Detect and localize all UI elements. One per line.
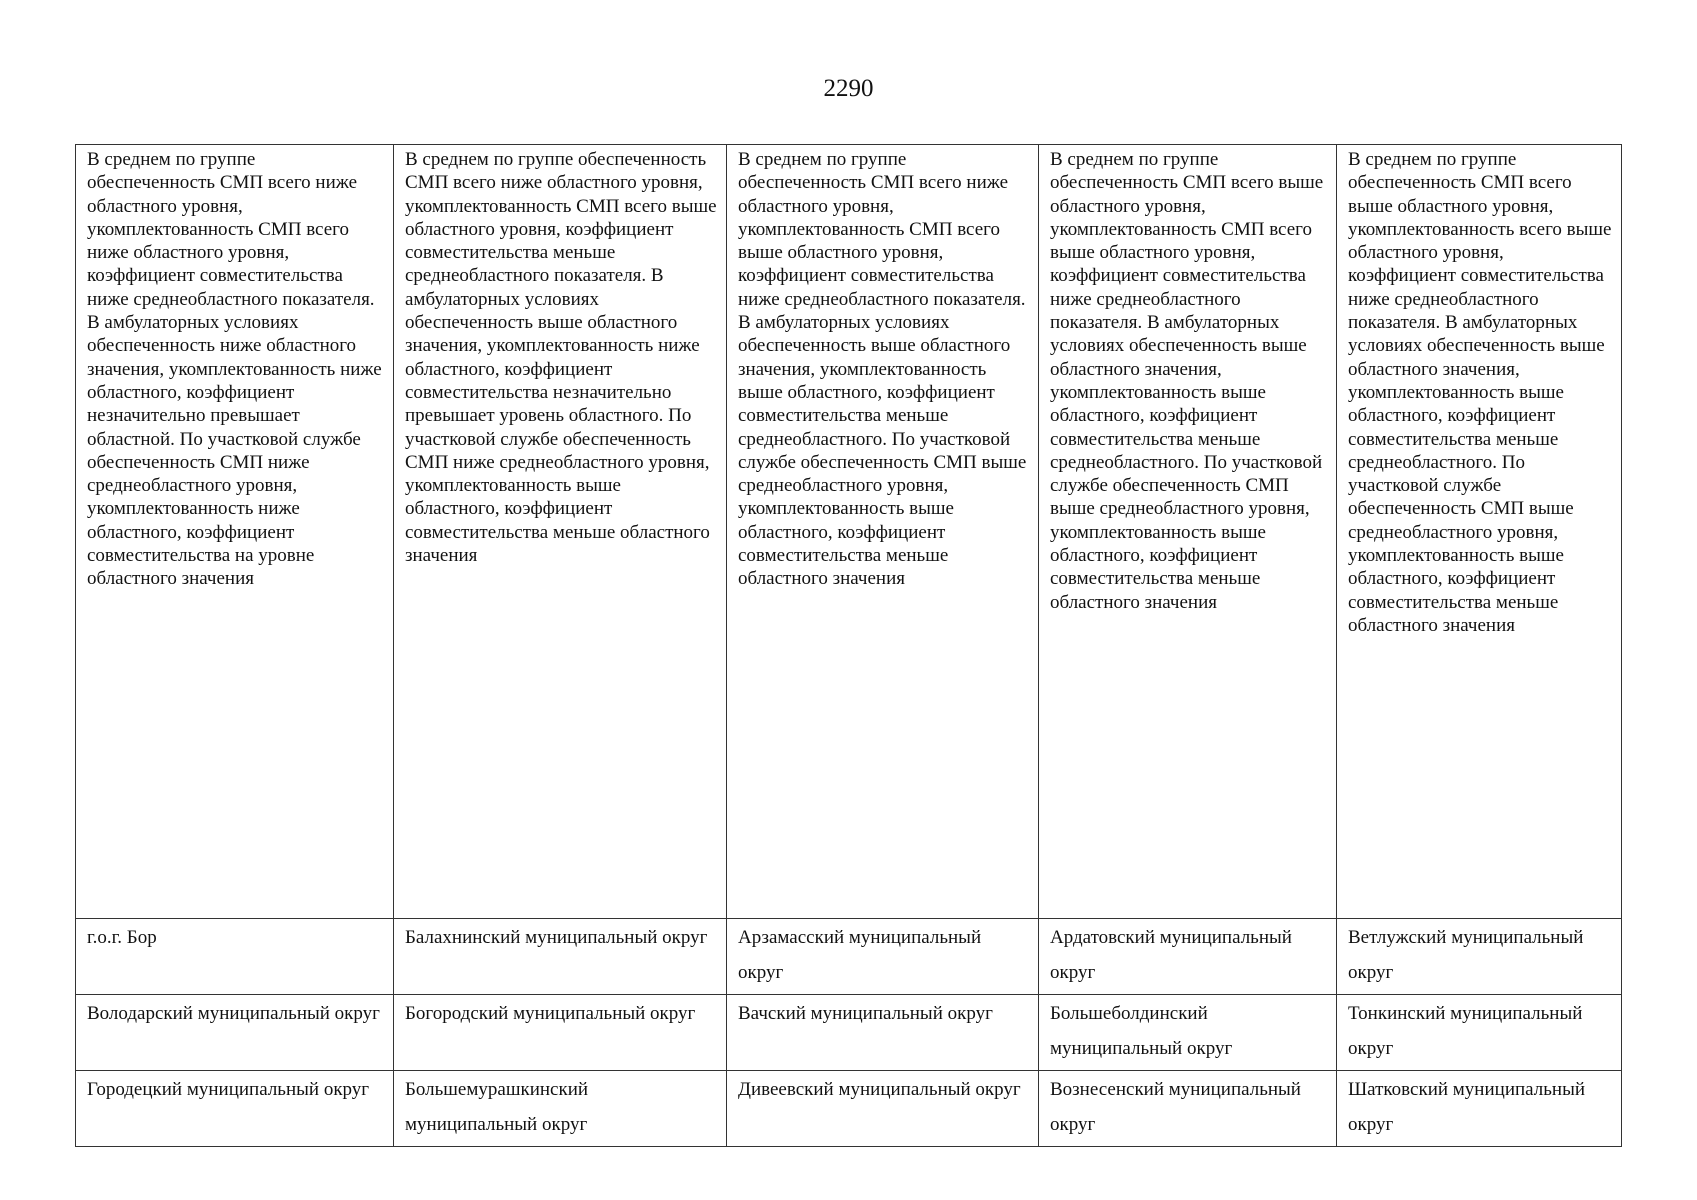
district-row <box>76 995 1622 1071</box>
district-cell: Шатковский муниципальный округ <box>1337 1071 1622 1147</box>
district-row <box>76 919 1622 995</box>
district-cell: Богородский муниципальный округ <box>394 995 727 1071</box>
district-cell: Тонкинский муниципальный округ <box>1337 995 1622 1071</box>
group-description-cell: В среднем по группе обеспеченность СМП всего ниже областного уровня, укомплектованность СМП всего ниже областного уровня, коэффициент совместительства ниже среднеобластного показателя. В амбулаторных условиях обеспеченность ниже областного значения, укомплектованность ниже областного, коэффициент незначительно превышает областной. По участковой службе обеспеченность СМП ниже среднеобластного уровня, укомплектованность ниже областного, коэффициент совместительства на уровне областного значения <box>76 145 394 919</box>
district-cell: Вознесенский муниципальный округ <box>1039 1071 1337 1147</box>
group-summary-table <box>75 144 1622 1147</box>
district-cell: Ардатовский муниципальный округ <box>1039 919 1337 995</box>
district-cell: Володарский муниципальный округ <box>76 995 394 1071</box>
district-cell: г.о.г. Бор <box>76 919 394 995</box>
district-cell: Городецкий муниципальный округ <box>76 1071 394 1147</box>
district-cell: Арзамасский муниципальный округ <box>727 919 1039 995</box>
district-cell: Балахнинский муниципальный округ <box>394 919 727 995</box>
description-row <box>76 145 1622 919</box>
district-cell: Большеболдинский муниципальный округ <box>1039 995 1337 1071</box>
group-description-cell: В среднем по группе обеспеченность СМП всего выше областного уровня, укомплектованность СМП всего выше областного уровня, коэффициент совместительства ниже среднеобластного показателя. В амбулаторных условиях обеспеченность выше областного значения, укомплектованность выше областного, коэффициент совместительства меньше среднеобластного. По участковой службе обеспеченность СМП выше среднеобластного уровня, укомплектованность выше областного, коэффициент совместительства меньше областного значения <box>1039 145 1337 919</box>
district-cell: Дивеевский муниципальный округ <box>727 1071 1039 1147</box>
district-cell: Ветлужский муниципальный округ <box>1337 919 1622 995</box>
group-description-cell: В среднем по группе обеспеченность СМП всего ниже областного уровня, укомплектованность СМП всего выше областного уровня, коэффициент совместительства ниже среднеобластного показателя. В амбулаторных условиях обеспеченность выше областного значения, укомплектованность выше областного, коэффициент совместительства меньше среднеобластного. По участковой службе обеспеченность СМП выше среднеобластного уровня, укомплектованность выше областного, коэффициент совместительства меньше областного значения <box>727 145 1039 919</box>
district-cell: Вачский муниципальный округ <box>727 995 1039 1071</box>
district-row <box>76 1071 1622 1147</box>
group-description-cell: В среднем по группе обеспеченность СМП всего ниже областного уровня, укомплектованность СМП всего выше областного уровня, коэффициент совместительства меньше среднеобластного показателя. В амбулаторных условиях обеспеченность выше областного значения, укомплектованность ниже областного, коэффициент совместительства незначительно превышает уровень областного. По участковой службе обеспеченность СМП ниже среднеобластного уровня, укомплектованность выше областного, коэффициент совместительства меньше областного значения <box>394 145 727 919</box>
group-description-cell: В среднем по группе обеспеченность СМП всего выше областного уровня, укомплектованность всего выше областного уровня, коэффициент совместительства ниже среднеобластного показателя. В амбулаторных условиях обеспеченность выше областного значения, укомплектованность выше областного, коэффициент совместительства меньше среднеобластного. По участковой службе обеспеченность СМП выше среднеобластного уровня, укомплектованность выше областного, коэффициент совместительства меньше областного значения <box>1337 145 1622 919</box>
district-cell: Большемурашкинский муниципальный округ <box>394 1071 727 1147</box>
page-number: 2290 <box>823 75 874 102</box>
